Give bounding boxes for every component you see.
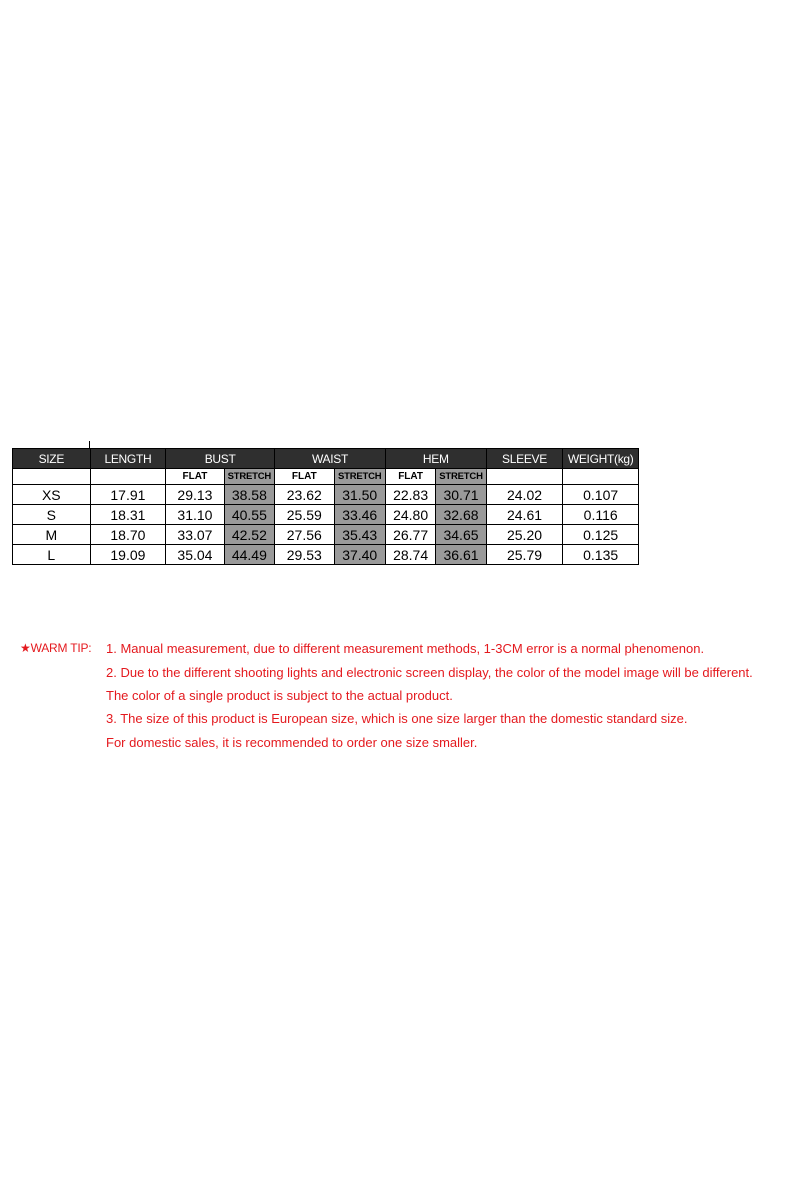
cell-bust-flat: 29.13: [166, 485, 224, 505]
header-sleeve: SLEEVE: [486, 449, 563, 469]
cell-length: 18.70: [90, 525, 166, 545]
cell-bust-stretch: 40.55: [224, 505, 274, 525]
tip-line-2: 2. Due to the different shooting lights and electronic screen display, the color of the model image will be different.: [106, 665, 753, 680]
cell-weight: 0.125: [563, 525, 639, 545]
subheader-empty: [563, 469, 639, 485]
subheader-empty: [90, 469, 166, 485]
cell-size: M: [13, 525, 91, 545]
cell-length: 19.09: [90, 545, 166, 565]
tip-line-3: The color of a single product is subject to the actual product.: [106, 688, 453, 703]
table-row-m: [13, 525, 639, 545]
size-chart-table: [12, 448, 639, 565]
subheader-waist-stretch: STRETCH: [334, 469, 385, 485]
cell-waist-stretch: 35.43: [334, 525, 385, 545]
table-subheader-row: [13, 469, 639, 485]
cell-size: L: [13, 545, 91, 565]
cell-length: 18.31: [90, 505, 166, 525]
cell-hem-flat: 28.74: [385, 545, 435, 565]
cell-hem-stretch: 32.68: [436, 505, 486, 525]
star-icon: ★: [20, 641, 31, 655]
cell-waist-flat: 27.56: [275, 525, 334, 545]
table-header-row: [13, 449, 639, 469]
cell-bust-stretch: 38.58: [224, 485, 274, 505]
warm-tip-label-text: WARM TIP:: [30, 641, 92, 655]
header-length: LENGTH: [90, 449, 166, 469]
cell-waist-flat: 23.62: [275, 485, 334, 505]
header-waist: WAIST: [275, 449, 386, 469]
cell-waist-stretch: 37.40: [334, 545, 385, 565]
cell-size: XS: [13, 485, 91, 505]
subheader-empty: [486, 469, 563, 485]
subheader-bust-stretch: STRETCH: [224, 469, 274, 485]
cell-bust-stretch: 42.52: [224, 525, 274, 545]
cell-bust-flat: 33.07: [166, 525, 224, 545]
table-row-s: [13, 505, 639, 525]
subheader-empty: [13, 469, 91, 485]
warm-tip-label: [20, 641, 91, 655]
cell-waist-stretch: 31.50: [334, 485, 385, 505]
cell-hem-flat: 22.83: [385, 485, 435, 505]
cell-weight: 0.116: [563, 505, 639, 525]
cell-sleeve: 24.61: [486, 505, 563, 525]
cell-weight: 0.107: [563, 485, 639, 505]
subheader-bust-flat: FLAT: [166, 469, 224, 485]
tip-line-5: For domestic sales, it is recommended to order one size smaller.: [106, 735, 478, 750]
subheader-hem-stretch: STRETCH: [436, 469, 486, 485]
header-weight: WEIGHT(kg): [563, 449, 639, 469]
cell-sleeve: 25.79: [486, 545, 563, 565]
cell-hem-stretch: 34.65: [436, 525, 486, 545]
cell-bust-stretch: 44.49: [224, 545, 274, 565]
cell-bust-flat: 35.04: [166, 545, 224, 565]
header-bust: BUST: [166, 449, 275, 469]
cell-waist-stretch: 33.46: [334, 505, 385, 525]
tip-line-1: 1. Manual measurement, due to different measurement methods, 1-3CM error is a normal phenomenon.: [106, 641, 705, 656]
cell-hem-stretch: 36.61: [436, 545, 486, 565]
cell-sleeve: 24.02: [486, 485, 563, 505]
header-hem: HEM: [385, 449, 486, 469]
table-row-xs: [13, 485, 639, 505]
cell-bust-flat: 31.10: [166, 505, 224, 525]
tip-line-4: 3. The size of this product is European size, which is one size larger than the domestic standard size.: [106, 711, 688, 726]
subheader-hem-flat: FLAT: [385, 469, 435, 485]
cell-hem-flat: 24.80: [385, 505, 435, 525]
cell-waist-flat: 29.53: [275, 545, 334, 565]
cell-hem-flat: 26.77: [385, 525, 435, 545]
cell-weight: 0.135: [563, 545, 639, 565]
header-size: SIZE: [13, 449, 91, 469]
cell-size: S: [13, 505, 91, 525]
subheader-waist-flat: FLAT: [275, 469, 334, 485]
table-row-l: [13, 545, 639, 565]
cell-sleeve: 25.20: [486, 525, 563, 545]
cell-hem-stretch: 30.71: [436, 485, 486, 505]
cell-waist-flat: 25.59: [275, 505, 334, 525]
cell-length: 17.91: [90, 485, 166, 505]
